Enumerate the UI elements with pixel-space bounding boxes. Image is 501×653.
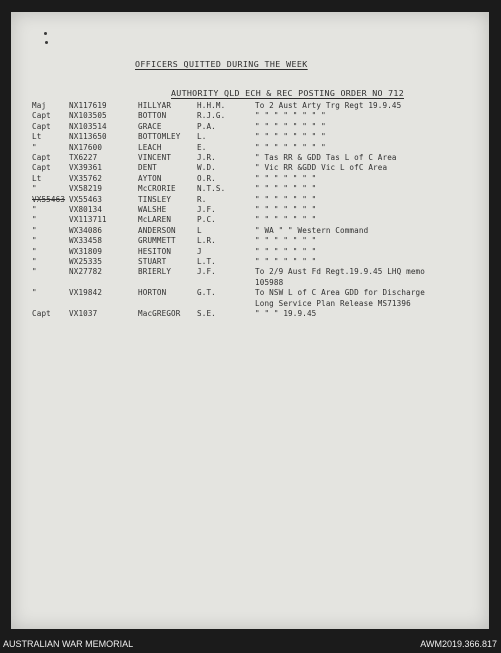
initials-cell: J.F. [197, 267, 216, 277]
officer-row [11, 131, 489, 142]
surname-cell: GRACE [138, 121, 162, 131]
officer-row [11, 266, 489, 277]
rank-cell: Capt [32, 121, 51, 131]
officer-row [11, 298, 489, 309]
officer-row [11, 173, 489, 184]
authority-heading: AUTHORITY QLD ECH & REC POSTING ORDER NO 712 [171, 88, 404, 98]
initials-cell: L.R. [197, 236, 216, 246]
document-sheet [11, 12, 489, 629]
posting-note-cell: To 2 Aust Arty Trg Regt 19.9.45 [255, 101, 402, 110]
posting-note-cell: To 2/9 Aust Fd Regt.19.9.45 LHQ memo [255, 267, 425, 277]
posting-note-cell: " " " " " " " [255, 257, 317, 266]
surname-cell: MacGREGOR [138, 309, 181, 318]
posting-note-cell: " " " " " " " [255, 236, 317, 246]
officer-row [11, 110, 489, 121]
punch-hole [44, 32, 47, 35]
officer-row [11, 204, 489, 215]
officer-row [11, 277, 489, 288]
surname-cell: BRIERLY [138, 267, 172, 277]
posting-note-cell: " " " " " " " [255, 246, 317, 256]
officer-row [11, 287, 489, 298]
surname-cell: McLAREN [138, 215, 172, 225]
officer-row [11, 183, 489, 194]
posting-note-cell: " Vic RR &GDD Vic L ofC Area [255, 163, 388, 173]
service-number-cell: TX6227 [69, 153, 98, 162]
initials-cell: P.C. [197, 215, 216, 225]
officer-row [11, 308, 489, 319]
service-number-cell: WX34086 [69, 225, 103, 235]
rank-cell: Capt [32, 163, 51, 173]
posting-note-cell: " " " " " " " " [255, 121, 326, 131]
surname-cell: AYTON [138, 173, 162, 183]
initials-cell: O.R. [197, 173, 216, 183]
officer-row [11, 256, 489, 267]
rank-cell: Lt [32, 132, 42, 142]
service-number-cell: VX58219 [69, 184, 103, 194]
rank-cell: " [32, 236, 37, 246]
service-number-cell: NX117619 [69, 101, 107, 110]
surname-cell: HORTON [138, 288, 167, 298]
officer-row [11, 152, 489, 163]
posting-note-cell: To NSW L of C Area GDD for Discharge [255, 288, 425, 298]
surname-cell: TINSLEY [138, 194, 172, 204]
initials-cell: W.D. [197, 163, 216, 173]
surname-cell: DENT [138, 163, 157, 173]
posting-note-cell: " " " 19.9.45 [255, 309, 317, 318]
rank-cell: VX55463 [32, 194, 66, 204]
service-number-cell: NX17600 [69, 142, 103, 152]
posting-note-cell: " " " " " " " [255, 194, 317, 204]
service-number-cell: WX33458 [69, 236, 103, 246]
initials-cell: R. [197, 194, 207, 204]
initials-cell: J.F. [197, 205, 216, 214]
initials-cell: J [197, 246, 202, 256]
service-number-cell: NX103505 [69, 111, 107, 121]
posting-note-cell: " " " " " " " [255, 205, 317, 214]
rank-cell: " [32, 205, 37, 214]
rank-cell: " [32, 225, 37, 235]
officer-row [11, 142, 489, 153]
posting-note-cell: " " " " " " " " [255, 111, 326, 121]
service-number-cell: VX1037 [69, 309, 98, 318]
posting-note-cell: " " " " " " " [255, 215, 317, 225]
surname-cell: BOTTOMLEY [138, 132, 181, 142]
rank-cell: " [32, 184, 37, 194]
service-number-cell: VX113711 [69, 215, 107, 225]
rank-cell: " [32, 215, 37, 225]
officer-row [11, 194, 489, 205]
surname-cell: HESITON [138, 246, 172, 256]
posting-note-cell: " WA " " Western Command [255, 225, 369, 235]
document-title: OFFICERS QUITTED DURING THE WEEK [135, 59, 308, 69]
surname-cell: GRUMMETT [138, 236, 176, 246]
service-number-cell: WX25335 [69, 257, 103, 266]
initials-cell: L.T. [197, 257, 216, 266]
initials-cell: R.J.G. [197, 111, 226, 121]
initials-cell: H.H.M. [197, 101, 226, 110]
service-number-cell: VX55463 [69, 194, 103, 204]
officer-row [11, 246, 489, 257]
service-number-cell: VX19842 [69, 288, 103, 298]
initials-cell: E. [197, 142, 207, 152]
surname-cell: VINCENT [138, 153, 172, 162]
footer-accession: AWM2019.366.817 [420, 639, 497, 649]
posting-note-cell: " " " " " " " " [255, 132, 326, 142]
posting-note-cell: " " " " " " " [255, 173, 317, 183]
service-number-cell: NX27782 [69, 267, 103, 277]
posting-note-cell: 105988 [255, 277, 284, 287]
officer-row [11, 121, 489, 132]
punch-hole [45, 41, 48, 44]
service-number-cell: NX103514 [69, 121, 107, 131]
initials-cell: J.R. [197, 153, 216, 162]
posting-note-cell: " Tas RR & GDD Tas L of C Area [255, 153, 397, 162]
officer-row [11, 235, 489, 246]
initials-cell: S.E. [197, 309, 216, 318]
initials-cell: P.A. [197, 121, 216, 131]
service-number-cell: VX35762 [69, 173, 103, 183]
rank-cell: " [32, 267, 37, 277]
rank-cell: " [32, 257, 37, 266]
surname-cell: HILLYAR [138, 101, 172, 110]
initials-cell: G.T. [197, 288, 216, 298]
rank-cell: " [32, 246, 37, 256]
rank-cell: " [32, 288, 37, 298]
surname-cell: LEACH [138, 142, 162, 152]
posting-note-cell: " " " " " " " [255, 184, 317, 194]
initials-cell: L. [197, 132, 207, 142]
surname-cell: WALSHE [138, 205, 167, 214]
rank-cell: " [32, 142, 37, 152]
service-number-cell: NX113650 [69, 132, 107, 142]
officer-row [11, 100, 489, 111]
surname-cell: BOTTON [138, 111, 167, 121]
posting-note-cell: " " " " " " " " [255, 142, 326, 152]
rank-cell: Capt [32, 309, 51, 318]
footer-credit: AUSTRALIAN WAR MEMORIAL [3, 639, 134, 649]
rank-cell: Capt [32, 153, 51, 162]
service-number-cell: WX31809 [69, 246, 103, 256]
surname-cell: STUART [138, 257, 167, 266]
service-number-cell: VX39361 [69, 163, 103, 173]
posting-note-cell: Long Service Plan Release MS71396 [255, 298, 411, 308]
officer-row [11, 225, 489, 236]
initials-cell: N.T.S. [197, 184, 226, 194]
officer-row [11, 162, 489, 173]
rank-cell: Maj [32, 101, 47, 110]
surname-cell: McCRORIE [138, 184, 176, 194]
rank-cell: Lt [32, 173, 42, 183]
officer-row [11, 214, 489, 225]
rank-cell: Capt [32, 111, 51, 121]
surname-cell: ANDERSON [138, 225, 176, 235]
initials-cell: L [197, 225, 202, 235]
service-number-cell: VX80134 [69, 205, 103, 214]
